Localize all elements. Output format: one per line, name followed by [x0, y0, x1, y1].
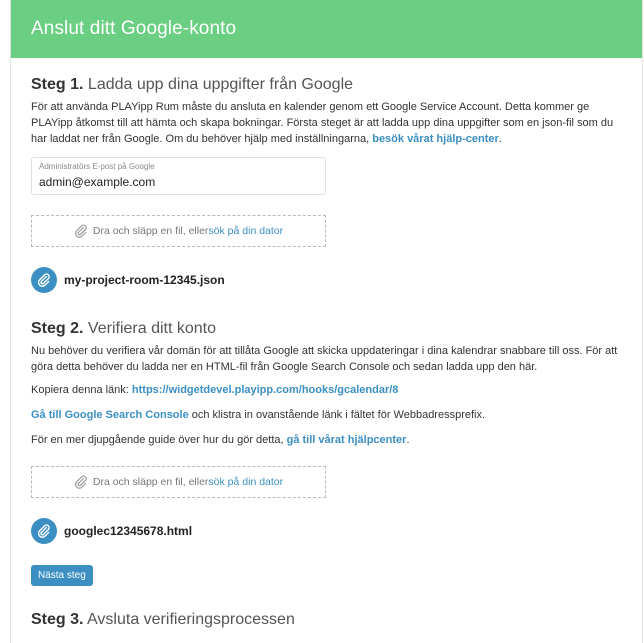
paperclip-icon	[74, 475, 88, 489]
html-file-name: googlec12345678.html	[64, 524, 193, 538]
html-file-dropzone[interactable]	[31, 466, 326, 498]
guide-line	[31, 432, 626, 448]
guide-help-center-link[interactable]: gå till vårat hjälpcenter	[286, 434, 407, 446]
admin-email-value[interactable]: admin@example.com	[39, 175, 156, 189]
admin-email-field[interactable]	[31, 157, 326, 195]
step2-heading	[31, 320, 216, 338]
search-console-suffix: och klistra in ovanstående länk i fältet för Webbadressprefix.	[188, 409, 486, 421]
webhook-url-link[interactable]: https://widgetdevel.playipp.com/hooks/gcalendar/8	[131, 384, 399, 396]
step2-description: Nu behöver du verifiera vår domän för att tillåta Google att skicka uppdateringar i dina kalendrar snabbare till oss. För att göra detta behöver du ladda ner en HTML-fil från Google Search Console och sedan ladda upp den här.	[31, 345, 618, 373]
step1-description-end: .	[498, 133, 502, 145]
search-console-line	[31, 407, 626, 423]
uploaded-json-file	[31, 267, 225, 293]
step1-heading	[31, 76, 353, 94]
browse-computer-link[interactable]: sök på din dator	[208, 225, 284, 237]
json-file-name: my-project-room-12345.json	[64, 273, 225, 287]
connect-google-panel	[10, 0, 643, 643]
step1-description-text: För att använda PLAYipp Rum måste du ansluta en kalender genom ett Google Service Account. Detta kommer ge PLAYipp åtkomst till att hämta och skapa bokningar. Första steget är att ladda upp dina uppgifter som en json-fil som du har laddat ner från Google. Om du behöver hjälp med inställningarna,	[31, 101, 614, 145]
paperclip-icon	[74, 224, 88, 238]
step2-title: Verifiera ditt konto	[87, 320, 216, 337]
panel-header	[11, 0, 642, 58]
help-center-link[interactable]: besök vårat hjälp-center	[372, 133, 499, 145]
next-step-button[interactable]: Nästa steg	[31, 565, 93, 586]
admin-email-label: Administratörs E-post på Google	[39, 162, 155, 171]
attachment-icon	[31, 518, 57, 544]
step3-heading	[31, 611, 295, 629]
json-file-dropzone[interactable]	[31, 215, 326, 247]
step2-number: Steg 2.	[31, 320, 84, 337]
step1-description	[31, 99, 626, 147]
step1-title: Ladda upp dina uppgifter från Google	[87, 76, 354, 93]
step3-number: Steg 3.	[31, 611, 84, 628]
search-console-link[interactable]: Gå till Google Search Console	[31, 409, 189, 421]
page-title: Anslut ditt Google-konto	[31, 18, 237, 39]
browse-computer-link[interactable]: sök på din dator	[208, 476, 284, 488]
uploaded-html-file	[31, 518, 192, 544]
step1-number: Steg 1.	[31, 76, 84, 93]
copy-link-line	[31, 382, 626, 398]
dropzone-text: Dra och släpp en fil, eller	[92, 476, 209, 488]
attachment-icon	[31, 267, 57, 293]
guide-prefix: För en mer djupgående guide över hur du gör detta,	[31, 434, 287, 446]
dropzone-text: Dra och släpp en fil, eller	[92, 225, 209, 237]
step3-title: Avsluta verifieringsprocessen	[87, 611, 295, 628]
copy-link-prefix: Kopiera denna länk:	[31, 384, 132, 396]
guide-suffix: .	[406, 434, 410, 446]
